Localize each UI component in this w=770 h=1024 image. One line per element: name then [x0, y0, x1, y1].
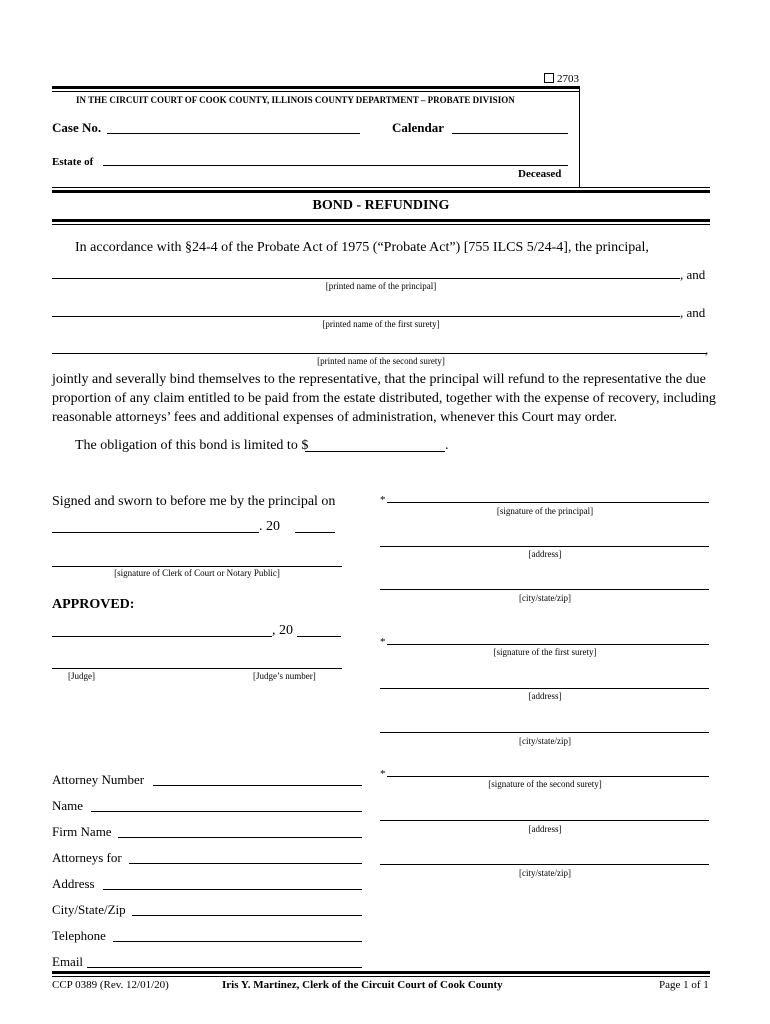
- and-text-1: , and: [680, 267, 706, 282]
- asterisk-principal: *: [380, 494, 386, 506]
- second-surety-address-field[interactable]: [380, 820, 709, 821]
- caption-first-surety-name: [printed name of the first surety]: [322, 319, 440, 329]
- caption-judge: [Judge]: [68, 671, 95, 681]
- caption-principal-name: [printed name of the principal]: [325, 281, 437, 291]
- principal-name-field[interactable]: [52, 278, 680, 279]
- obligation-end: .: [445, 438, 449, 453]
- attorney-field-label: Telephone: [52, 928, 106, 943]
- case-no-label: Case No.: [52, 120, 102, 135]
- comma-text: ,: [705, 342, 709, 357]
- checkbox-icon: [544, 73, 554, 83]
- footer-form-id: CCP 0389 (Rev. 12/01/20): [52, 979, 169, 991]
- attorney-field-input[interactable]: [91, 811, 362, 812]
- header-top-rule-thin: [52, 91, 580, 92]
- footer-page: Page 1 of 1: [659, 979, 709, 991]
- asterisk-second-surety: *: [380, 768, 386, 780]
- approved-label: APPROVED:: [52, 597, 135, 612]
- estate-of-label: Estate of: [52, 156, 94, 168]
- attorney-field-label: Attorneys for: [52, 850, 122, 865]
- caption-address-principal: [address]: [528, 549, 562, 559]
- signed-sworn-text: Signed and sworn to before me by the principal on: [52, 494, 336, 509]
- caption-address-second-surety: [address]: [528, 824, 562, 834]
- caption-sig-first-surety: [signature of the first surety]: [493, 647, 597, 657]
- body-line-2: proportion of any claim entitled to be paid from the estate distributed, together with the expense of recovery, including: [52, 391, 716, 406]
- body-line-1: jointly and severally bind themselves to the representative, that the principal will refund to the representative the due: [52, 372, 706, 387]
- approved-year-field[interactable]: [297, 636, 341, 637]
- obligation-amount-field[interactable]: [305, 451, 445, 452]
- year-prefix-1: . 20: [259, 519, 280, 534]
- caption-city-first-surety: [city/state/zip]: [519, 736, 571, 746]
- principal-signature-field[interactable]: [387, 502, 709, 503]
- attorney-field-label: City/State/Zip: [52, 902, 126, 917]
- first-surety-city-field[interactable]: [380, 732, 709, 733]
- first-surety-signature-field[interactable]: [387, 644, 709, 645]
- principal-address-field[interactable]: [380, 546, 709, 547]
- attorney-field-label: Attorney Number: [52, 772, 145, 787]
- footer-rule-thin: [52, 976, 710, 977]
- attorney-field-input[interactable]: [113, 941, 362, 942]
- and-text-2: , and: [680, 305, 706, 320]
- attorney-field-input[interactable]: [103, 889, 362, 890]
- title-top-rule-thin: [52, 187, 710, 188]
- header-right-border: [579, 86, 580, 188]
- estate-of-field[interactable]: [103, 165, 568, 166]
- attorney-field-input[interactable]: [118, 837, 362, 838]
- sworn-date-field[interactable]: [52, 532, 259, 533]
- attorney-field-label: Name: [52, 798, 84, 813]
- asterisk-first-surety: *: [380, 636, 386, 648]
- principal-city-field[interactable]: [380, 589, 709, 590]
- footer-clerk: Iris Y. Martinez, Clerk of the Circuit Court of Cook County: [222, 979, 503, 991]
- caption-city-principal: [city/state/zip]: [519, 593, 571, 603]
- attorney-field-input[interactable]: [132, 915, 362, 916]
- first-surety-name-field[interactable]: [52, 316, 680, 317]
- page-title: BOND - REFUNDING: [312, 198, 450, 213]
- attorney-field-input[interactable]: [129, 863, 362, 864]
- calendar-field[interactable]: [452, 133, 568, 134]
- footer-rule: [52, 971, 710, 974]
- caption-judge-number: [Judge’s number]: [253, 671, 316, 681]
- court-header: IN THE CIRCUIT COURT OF COOK COUNTY, ILLINOIS COUNTY DEPARTMENT – PROBATE DIVISION: [76, 95, 515, 105]
- caption-address-first-surety: [address]: [528, 691, 562, 701]
- attorney-field-input[interactable]: [87, 967, 362, 968]
- case-no-field[interactable]: [107, 133, 360, 134]
- attorney-field-input[interactable]: [153, 785, 362, 786]
- deceased-label: Deceased: [518, 168, 562, 180]
- caption-second-surety-name: [printed name of the second surety]: [317, 356, 445, 366]
- caption-sig-second-surety: [signature of the second surety]: [488, 779, 602, 789]
- obligation-label: The obligation of this bond is limited to $: [75, 438, 309, 453]
- header-top-rule: [52, 86, 580, 89]
- body-line-3: reasonable attorneys’ fees and additional expenses of administration, whenever this Court may order.: [52, 410, 618, 425]
- attorney-field-label: Email: [52, 954, 84, 969]
- clerk-signature-field[interactable]: [52, 566, 342, 567]
- intro-text: In accordance with §24-4 of the Probate Act of 1975 (“Probate Act”) [755 ILCS 5/24-4], the principal,: [75, 240, 649, 255]
- caption-sig-principal: [signature of the principal]: [496, 506, 594, 516]
- year-prefix-2: , 20: [272, 623, 293, 638]
- sworn-year-field[interactable]: [295, 532, 335, 533]
- attorney-field-label: Address: [52, 876, 95, 891]
- title-bottom-rule: [52, 219, 710, 222]
- second-surety-city-field[interactable]: [380, 864, 709, 865]
- form-number: 2703: [544, 73, 579, 85]
- second-surety-signature-field[interactable]: [387, 776, 709, 777]
- title-top-rule: [52, 190, 710, 193]
- attorney-field-label: Firm Name: [52, 824, 112, 839]
- approved-date-field[interactable]: [52, 636, 272, 637]
- judge-signature-field[interactable]: [52, 668, 342, 669]
- first-surety-address-field[interactable]: [380, 688, 709, 689]
- caption-city-second-surety: [city/state/zip]: [519, 868, 571, 878]
- caption-clerk: [signature of Clerk of Court or Notary Public]: [114, 568, 280, 578]
- calendar-label: Calendar: [392, 120, 444, 135]
- second-surety-name-field[interactable]: [52, 353, 707, 354]
- title-bottom-rule-thin: [52, 224, 710, 225]
